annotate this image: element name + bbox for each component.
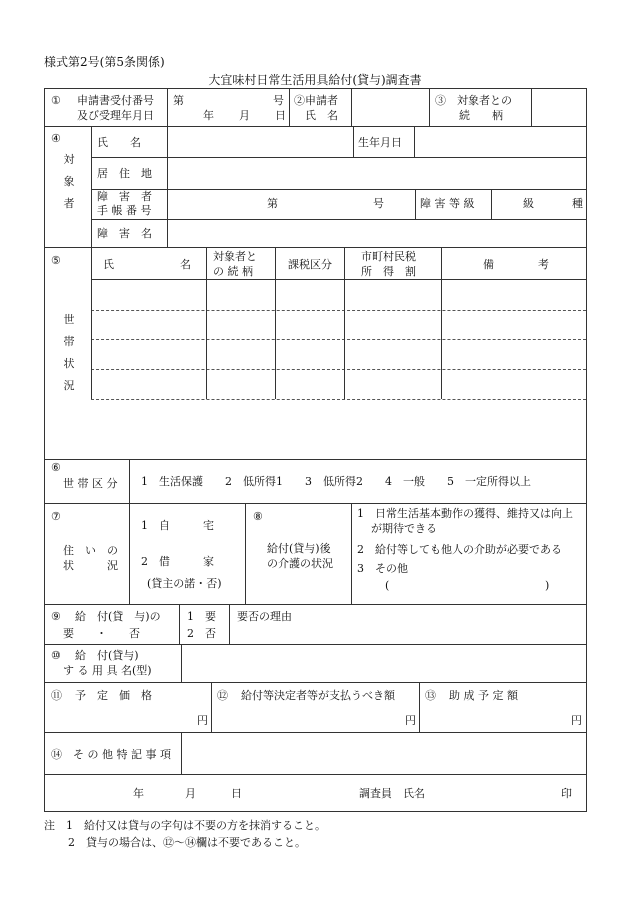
subsidy-amount-yen: 円 — [571, 714, 582, 727]
receipt-date-label: 及び受理年月日 — [77, 109, 154, 122]
applicant-label: ②申請者 — [294, 94, 338, 107]
necessity-yes: 1 要 — [187, 610, 216, 623]
circled-number-9: ⑨ — [51, 610, 61, 623]
handbook-number-suffix: 号 — [373, 197, 384, 210]
relation-header-2: の 続 柄 — [213, 265, 253, 278]
household-vertical-label: 世帯状況 — [63, 313, 75, 392]
care-option-1b: が期待できる — [371, 522, 437, 535]
payment-amount-yen: 円 — [405, 714, 416, 727]
necessity-label-1: 給 付(貸 与)の — [75, 610, 161, 623]
subsidy-amount-label: 助 成 予 定 額 — [449, 689, 518, 702]
survey-year-label: 年 — [133, 787, 144, 800]
landlord-consent-note: (貸主の諾・否) — [147, 577, 222, 590]
note-1: 注 1 給付又は貸与の字句は不要の方を抹消すること。 — [44, 819, 326, 832]
number-suffix: 号 — [273, 94, 284, 107]
care-paren-close: ) — [545, 579, 550, 592]
circled-number-10: ⑩ — [51, 649, 61, 662]
housing-option-rent: 2 借 家 — [141, 555, 214, 568]
circled-number-11: ⑪ — [51, 689, 62, 702]
circled-number-7: ⑦ — [51, 510, 61, 523]
surveyor-label: 調査員 — [359, 787, 392, 800]
surveyor-name-label: 氏名 — [403, 787, 425, 800]
planned-price-yen: 円 — [197, 714, 208, 727]
relationship-sub-label: 続 柄 — [459, 109, 503, 122]
necessity-reason-label: 要否の理由 — [237, 610, 292, 623]
survey-form — [44, 88, 587, 812]
relationship-label: ③ 対象者との — [435, 94, 512, 107]
form-title: 大宜味村日常生活用具給付(貸与)調査書 — [208, 73, 422, 87]
care-status-label-2: の介護の状況 — [267, 557, 333, 570]
seal-label: 印 — [561, 787, 572, 800]
income-tax-header-2: 所 得 割 — [361, 265, 416, 278]
address-label: 居 住 地 — [97, 167, 152, 180]
survey-day-label: 日 — [231, 787, 242, 800]
handbook-label-1: 障 害 者 — [97, 190, 152, 203]
birthdate-label: 生年月日 — [358, 136, 402, 149]
day-label: 日 — [275, 109, 286, 122]
disability-grade-label: 障 害 等 級 — [420, 197, 475, 210]
circled-number-1: ① — [51, 94, 61, 107]
handbook-number-prefix: 第 — [267, 197, 278, 210]
name-label: 氏 名 — [97, 136, 141, 149]
equipment-label-2: す る 用 具 名(型) — [63, 664, 152, 677]
care-paren-open: ( — [385, 579, 390, 592]
housing-option-own: 1 自 宅 — [141, 519, 214, 532]
necessity-label-2: 要 ・ 否 — [63, 627, 140, 640]
circled-number-12: ⑫ — [217, 689, 228, 702]
special-notes-label: そ の 他 特 記 事 項 — [73, 748, 171, 761]
care-option-2: 2 給付等しても他人の介助が必要である — [357, 543, 562, 556]
applicant-name-label: 氏 名 — [305, 109, 338, 122]
grade-unit: 級 — [523, 197, 534, 210]
year-label: 年 — [203, 109, 214, 122]
disability-name-label: 障 害 名 — [97, 227, 152, 240]
receipt-number-label: 申請書受付番号 — [77, 94, 154, 107]
care-status-label-1: 給付(貸与)後 — [267, 542, 331, 555]
housing-label-2: 状 況 — [63, 559, 118, 572]
remarks-header: 備 考 — [483, 258, 549, 271]
circled-number-14: ⑭ — [51, 748, 62, 761]
planned-price-label: 予 定 価 格 — [75, 689, 152, 702]
note-2: 2 貸与の場合は、⑫〜⑭欄は不要であること。 — [68, 836, 306, 849]
income-tax-header-1: 市町村民税 — [361, 250, 416, 263]
circled-number-5: ⑤ — [51, 254, 61, 267]
circled-number-13: ⑬ — [425, 689, 436, 702]
subject-vertical-label: 対象者 — [63, 153, 75, 210]
tax-class-header: 課税区分 — [288, 258, 332, 271]
payment-amount-label: 給付等決定者等が支払うべき額 — [241, 689, 395, 702]
necessity-no: 2 否 — [187, 627, 216, 640]
number-prefix: 第 — [173, 94, 184, 107]
care-option-3: 3 その他 — [357, 562, 408, 575]
housing-label-1: 住 い の — [63, 544, 118, 557]
member-name-header: 氏 名 — [103, 258, 191, 271]
care-option-1a: 1 日常生活基本動作の獲得、維持又は向上 — [357, 507, 573, 520]
form-number: 様式第2号(第5条関係) — [44, 55, 165, 69]
handbook-label-2: 手 帳 番 号 — [97, 204, 152, 217]
relation-header-1: 対象者と — [213, 250, 257, 263]
month-label: 月 — [239, 109, 250, 122]
household-class-options: 1 生活保護 2 低所得1 3 低所得2 4 一般 5 一定所得以上 — [141, 475, 531, 488]
household-class-label: 世 帯 区 分 — [63, 477, 118, 490]
type-unit: 種 — [572, 197, 583, 210]
circled-number-4: ④ — [51, 132, 61, 145]
equipment-label-1: 給 付(貸与) — [75, 649, 139, 662]
circled-number-8: ⑧ — [253, 510, 263, 523]
survey-month-label: 月 — [185, 787, 196, 800]
circled-number-6: ⑥ — [51, 461, 61, 474]
